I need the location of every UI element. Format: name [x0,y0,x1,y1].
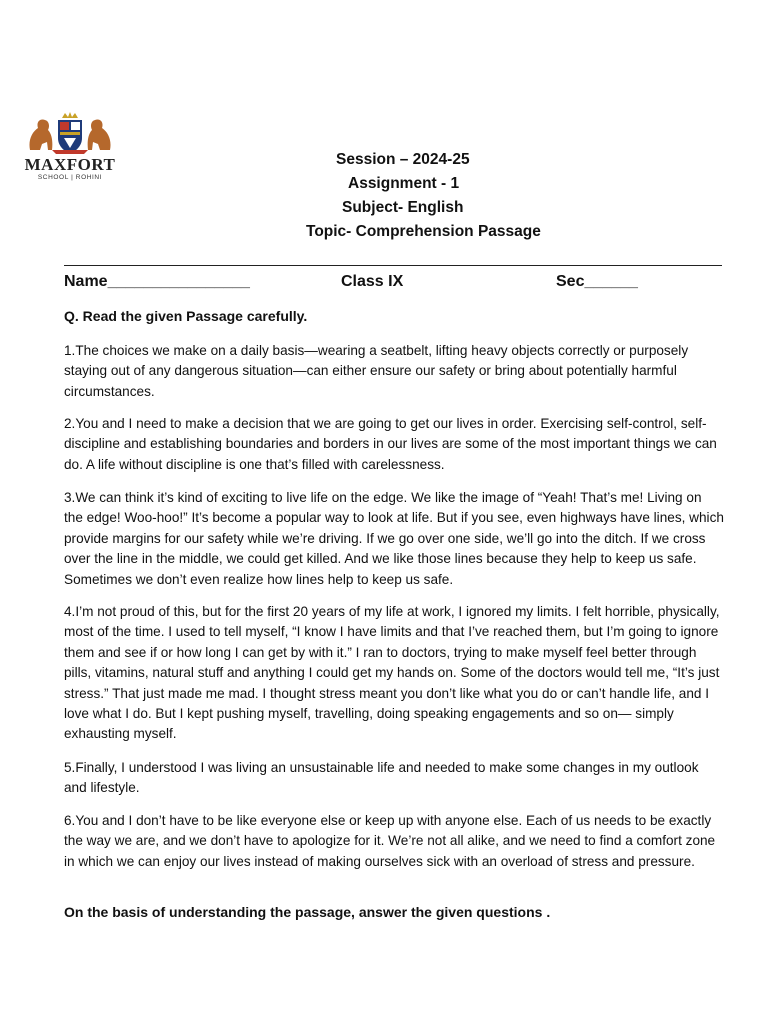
paragraph-3: 3.We can think it’s kind of exciting to live life on the edge. We like the image of “Yeah! That’s me! Living on the edge! Woo-hoo!” It’s become a popular way to look at life. But if you see, even highways have lines, which provide margins for our safety while we’re driving. If we go over one side, we’ll go into the ditch. If we cross over the line in the middle, we could get killed. And we like those lines because they help to keep us safe. Sometimes we don’t even realize how lines help to keep us safe. [64,490,724,587]
name-field: Name________________ [64,273,250,290]
divider-line [64,265,722,266]
section-field: Sec______ [556,273,638,290]
topic-heading: Topic- Comprehension Passage [306,223,541,240]
closing-instruction: On the basis of understanding the passage, answer the given questions . [64,904,551,920]
session-heading: Session – 2024-25 [336,151,470,168]
subject-heading: Subject- English [342,199,464,216]
paragraph-4: 4.I’m not proud of this, but for the first 20 years of my life at work, I ignored my limits. I felt horrible, physically, most of the time. I used to tell myself, “I know I have limits and that I’ve reached them, but I’m going to ignore them and see if or how long I can get by with it.” I ran to doctors, trying to make myself feel better through pills, vitamins, natural stuff and anything I could get my hands on. Some of the doctors would tell me, “It’s just stress.” That just made me mad. I thought stress meant you don’t like what you do or can’t handle life, and I love what I do. But I kept pushing myself, travelling, doing speaking engagements and so on— simply exhausting myself. [64,604,720,742]
paragraph-5: 5.Finally, I understood I was living an unsustainable life and needed to make some changes in my outlook and lifestyle. [64,760,699,796]
class-field: Class IX [341,273,404,290]
assignment-heading: Assignment - 1 [348,175,460,192]
paragraph-6: 6.You and I don’t have to be like everyone else or keep up with anyone else. Each of us needs to be exactly the way we are, and we don’t have to apologize for it. We’re not all alike, and we need to find a comfort zone in which we can enjoy our lives instead of making ourselves sick with an overload of stress and pressure. [64,813,716,869]
logo-name: MAXFORT [24,155,116,174]
instruction: Q. Read the given Passage carefully. [64,308,308,324]
paragraph-2: 2.You and I need to make a decision that we are going to get our lives in order. Exercising self-control, self-discipline and establishing boundaries and borders in our lives are some of the most important things we can do. A life without discipline is one that’s filled with carelessness. [64,416,717,472]
school-logo [22,110,118,186]
paragraph-1: 1.The choices we make on a daily basis—wearing a seatbelt, lifting heavy objects correctly or purposely staying out of any dangerous situation—can either ensure our safety or bring about potentially harmful circumstances. [64,343,689,399]
crest-icon [22,110,118,156]
logo-subtitle: SCHOOL | ROHINI [37,174,103,181]
